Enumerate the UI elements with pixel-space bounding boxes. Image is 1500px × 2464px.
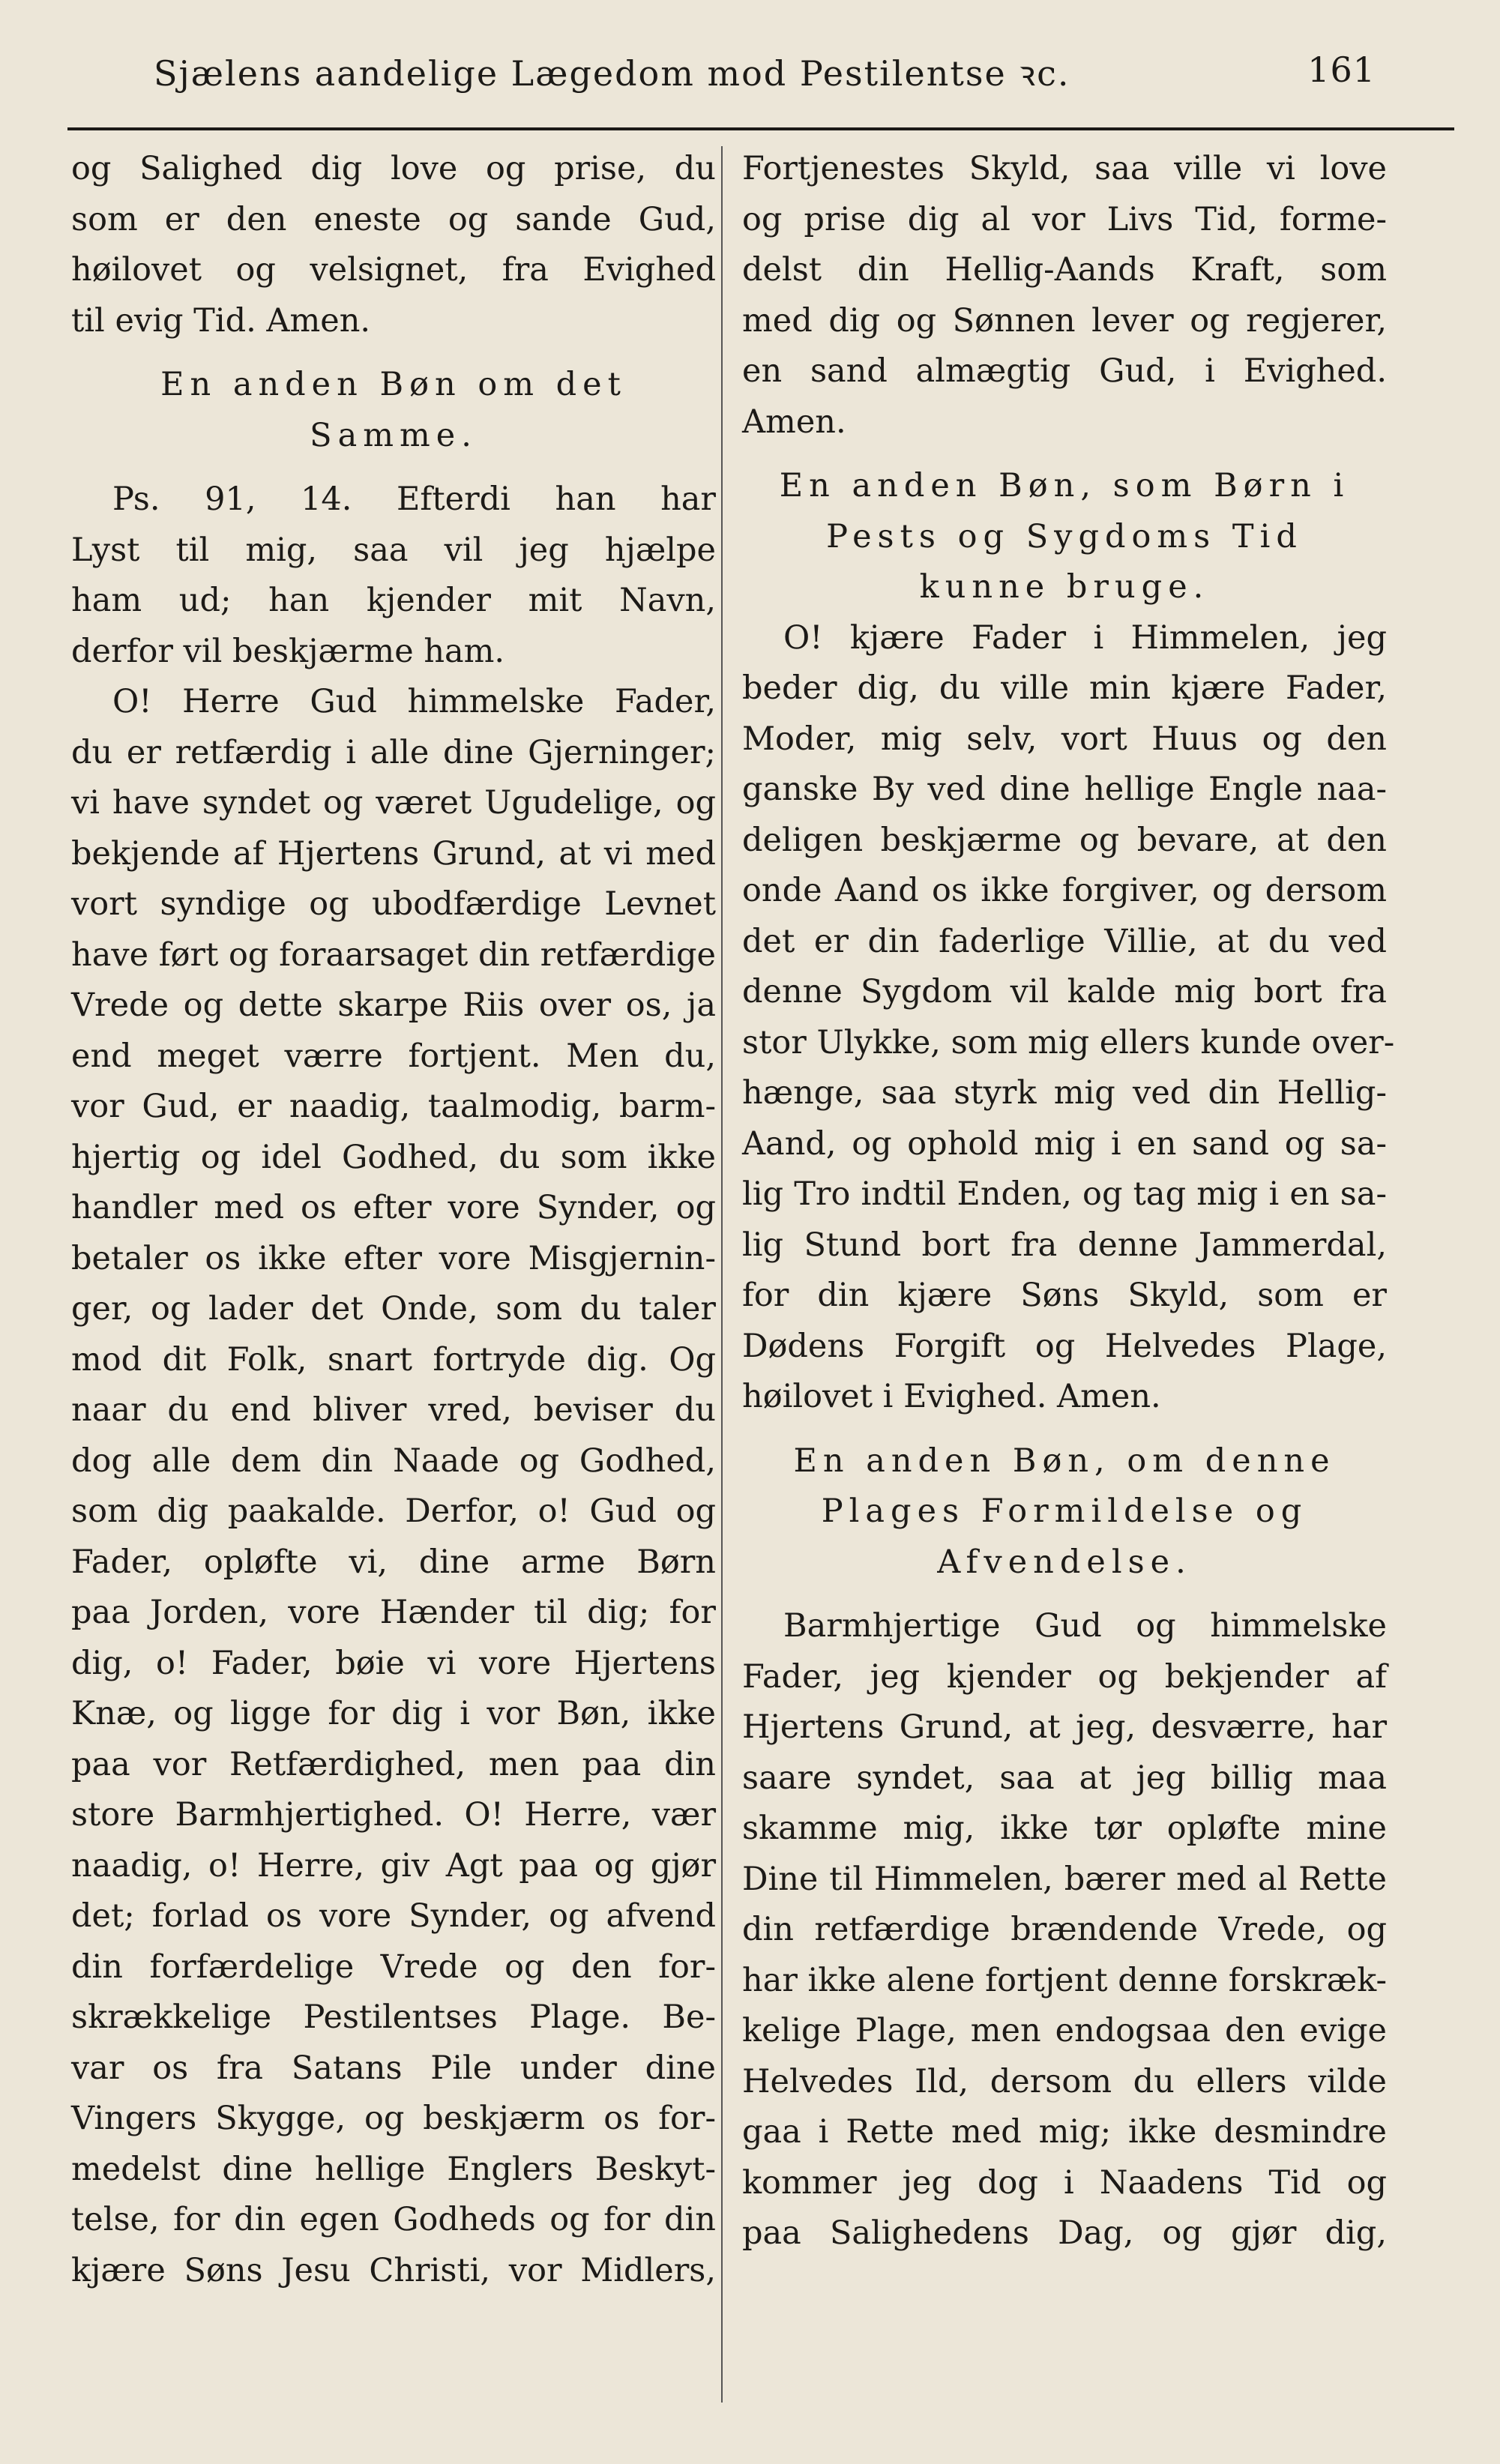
text-line: Helvedes Ild, dersom du ellers vilde	[742, 2062, 1387, 2100]
text-line: Dødens Forgift og Helvedes Plage,	[742, 1327, 1387, 1365]
text-line: derfor vil beskjærme ham.	[71, 632, 505, 670]
text-line: høilovet i Evighed. Amen.	[742, 1378, 1161, 1415]
text-line: en sand almægtig Gud, i Evighed.	[742, 352, 1387, 390]
text-line: Fader, opløfte vi, dine arme Børn	[71, 1543, 716, 1581]
text-line: vi have syndet og været Ugudelige, og	[71, 784, 716, 822]
paragraph	[742, 144, 1387, 448]
text-line: kommer jeg dog i Naadens Tid og	[742, 2163, 1387, 2202]
text-line: som er den eneste og sande Gud,	[71, 200, 716, 238]
text-line: vort syndige og ubodfærdige Levnet	[71, 885, 716, 923]
text-line: paa Salighedens Dag, og gjør dig,	[742, 2214, 1387, 2252]
text-line: høilovet og velsignet, fra Evighed	[71, 251, 716, 289]
heading-line: Pests og Sygdoms Tid	[826, 517, 1303, 555]
text-line: Vingers Skygge, og beskjærm os for-	[71, 2100, 716, 2137]
heading-line: En anden Bøn, om denne	[793, 1442, 1336, 1480]
text-line: var os fra Satans Pile under dine	[71, 2049, 716, 2087]
text-line: Amen.	[742, 403, 846, 441]
heading-line: En anden Bøn, som Børn i	[779, 467, 1350, 504]
text-line: end meget værre fortjent. Men du,	[71, 1037, 716, 1075]
text-line: til evig Tid. Amen.	[71, 301, 371, 340]
text-line: gaa i Rette med mig; ikke desmindre	[742, 2113, 1387, 2151]
scripture-paragraph	[71, 475, 716, 677]
text-line: og prise dig al vor Livs Tid, forme-	[742, 200, 1387, 238]
text-line: din forfærdelige Vrede og den for-	[71, 1948, 716, 1986]
text-line: mod dit Folk, snart fortryde dig. Og	[71, 1340, 716, 1379]
text-line: Knæ, og ligge for dig i vor Bøn, ikke	[71, 1695, 716, 1732]
prayer-paragraph	[742, 1601, 1387, 2259]
text-line: dig, o! Fader, bøie vi vore Hjertens	[71, 1644, 716, 1682]
text-line: betaler os ikke efter vore Misgjernin-	[71, 1239, 716, 1277]
text-line: naadig, o! Herre, giv Agt paa og gjør	[71, 1846, 716, 1885]
column-divider	[721, 146, 723, 2403]
prayer-paragraph	[71, 677, 716, 2296]
text-line: din retfærdige brændende Vrede, og	[742, 1911, 1387, 1948]
text-line: har ikke alene fortjent denne forskræk-	[742, 1961, 1387, 1999]
text-line: medelst dine hellige Englers Beskyt-	[71, 2150, 716, 2188]
text-line: Fader, jeg kjender og bekjender af	[742, 1657, 1387, 1696]
text-line: hænge, saa styrk mig ved din Hellig-	[742, 1074, 1387, 1112]
heading-line: Samme.	[310, 416, 478, 454]
text-line: paa vor Retfærdighed, men paa din	[71, 1745, 716, 1783]
text-line: det; forlad os vore Synder, og afvend	[71, 1897, 716, 1935]
text-line: Fortjenestes Skyld, saa ville vi love	[742, 150, 1387, 187]
text-line: ganske By ved dine hellige Engle naa-	[742, 771, 1387, 808]
text-line: telse, for din egen Godheds og for din	[71, 2201, 716, 2238]
text-line: Lyst til mig, saa vil jeg hjælpe	[71, 531, 716, 569]
text-line: kelige Plage, men endogsaa den evige	[742, 2012, 1387, 2049]
text-line: kjære Søns Jesu Christi, vor Midlers,	[71, 2251, 716, 2289]
running-head	[154, 49, 1376, 96]
text-line: store Barmhjertighed. O! Herre, vær	[71, 1796, 716, 1834]
text-line: have ført og foraarsaget din retfærdige	[71, 936, 716, 974]
text-line: paa Jorden, vore Hænder til dig; for	[71, 1594, 716, 1631]
text-line: du er retfærdig i alle dine Gjerninger;	[71, 733, 716, 771]
text-line: Aand, og ophold mig i en sand og sa-	[742, 1124, 1387, 1163]
heading-line: Afvendelse.	[937, 1543, 1192, 1581]
text-line: denne Sygdom vil kalde mig bort fra	[742, 973, 1387, 1010]
text-line: ham ud; han kjender mit Navn,	[71, 582, 716, 619]
text-line: Vrede og dette skarpe Riis over os, ja	[71, 986, 716, 1024]
heading-line: kunne bruge.	[919, 568, 1210, 606]
text-line: O! kjære Fader i Himmelen, jeg	[783, 618, 1387, 657]
text-line: Ps. 91, 14. Efterdi han har	[112, 481, 716, 518]
text-line: ger, og lader det Onde, som du taler	[71, 1290, 716, 1328]
text-line: Hjertens Grund, at jeg, desværre, har	[742, 1708, 1387, 1746]
text-line: lig Tro indtil Enden, og tag mig i en sa-	[742, 1175, 1387, 1213]
text-line: hjertig og idel Godhed, du som ikke	[71, 1138, 716, 1176]
text-line: delst din Hellig-Aands Kraft, som	[742, 251, 1387, 289]
text-line: onde Aand os ikke forgiver, og dersom	[742, 872, 1387, 909]
text-line: med dig og Sønnen lever og regjerer,	[742, 301, 1387, 340]
heading-line: En anden Bøn om det	[160, 366, 627, 403]
running-title: Sjælens aandelige Lægedom mod Pestilentse ꝛc.	[154, 53, 1070, 94]
text-line: lig Stund bort fra denne Jammerdal,	[742, 1226, 1387, 1264]
section-heading	[742, 1436, 1387, 1588]
text-line: som dig paakalde. Derfor, o! Gud og	[71, 1492, 716, 1530]
text-line: vor Gud, er naadig, taalmodig, barm-	[71, 1088, 716, 1125]
text-line: Dine til Himmelen, bærer med al Rette	[742, 1860, 1387, 1898]
left-column	[71, 144, 716, 2296]
text-line: Barmhjertige Gud og himmelske	[783, 1607, 1387, 1645]
text-line: stor Ulykke, som mig ellers kunde over-	[742, 1023, 1395, 1061]
right-column	[742, 144, 1395, 2259]
text-line: beder dig, du ville min kjære Fader,	[742, 669, 1387, 707]
text-line: dog alle dem din Naade og Godhed,	[71, 1442, 716, 1480]
prayer-paragraph	[742, 613, 1395, 1423]
text-line: deligen beskjærme og bevare, at den	[742, 821, 1387, 859]
text-line: for din kjære Søns Skyld, som er	[742, 1277, 1387, 1314]
section-heading	[742, 461, 1387, 613]
text-line: det er din faderlige Villie, at du ved	[742, 922, 1387, 960]
text-line: skrækkelige Pestilentses Plage. Be-	[71, 1998, 716, 2036]
text-line: og Salighed dig love og prise, du	[71, 150, 716, 187]
text-line: Moder, mig selv, vort Huus og den	[742, 720, 1387, 758]
text-line: naar du end bliver vred, beviser du	[71, 1391, 716, 1429]
page-number: 161	[1307, 49, 1376, 90]
section-heading	[71, 360, 716, 461]
text-line: handler med os efter vore Synder, og	[71, 1189, 716, 1226]
paragraph	[71, 144, 716, 346]
text-line: O! Herre Gud himmelske Fader,	[112, 683, 716, 720]
heading-line: Plages Formildelse og	[821, 1492, 1308, 1530]
header-rule	[67, 127, 1454, 130]
text-line: bekjende af Hjertens Grund, at vi med	[71, 834, 716, 873]
text-line: skamme mig, ikke tør opløfte mine	[742, 1810, 1387, 1847]
text-line: saare syndet, saa at jeg billig maa	[742, 1759, 1387, 1797]
